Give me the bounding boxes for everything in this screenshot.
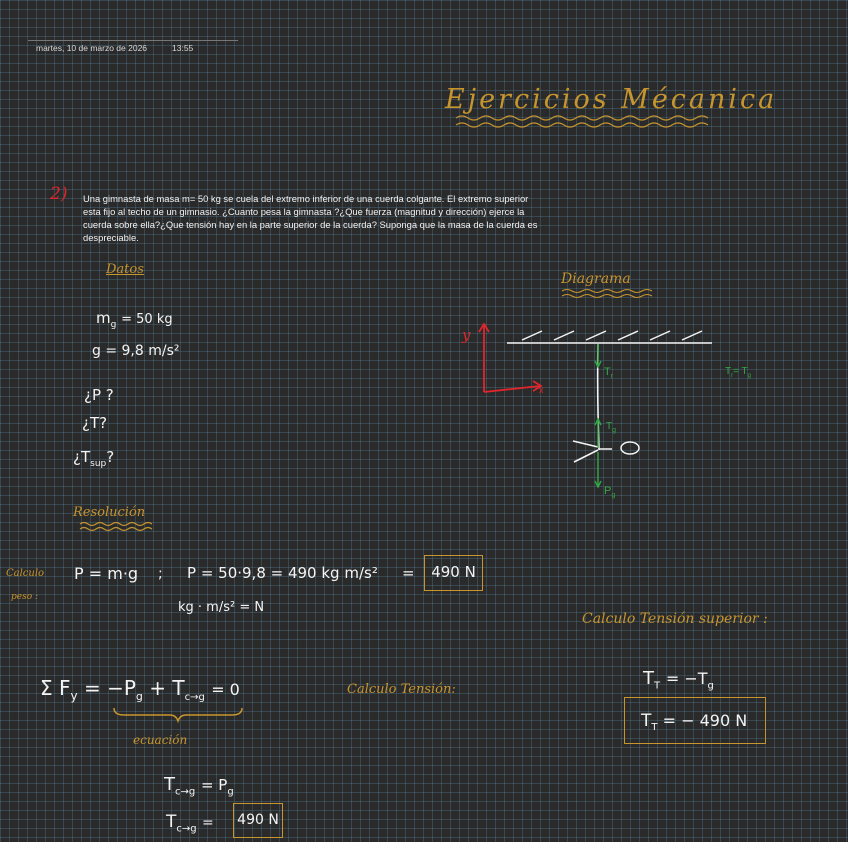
sl1-rhs: = −T xyxy=(665,669,708,688)
tsup-sub: sup xyxy=(90,459,107,469)
relation-t: T xyxy=(725,366,732,377)
axis-y-label: y xyxy=(462,326,471,344)
sl2-t: T xyxy=(641,711,652,731)
sum-rhs: = −P xyxy=(83,676,136,700)
mass-value: = 50 kg xyxy=(121,312,173,327)
p-g-symbol: P xyxy=(604,485,612,497)
sum-t-sub: c→g xyxy=(184,692,205,703)
tension-heading: Calculo Tensión: xyxy=(347,682,456,697)
tension-line1 xyxy=(164,774,234,798)
superior-heading: Calculo Tensión superior : xyxy=(582,611,768,627)
datos-question-p: ¿P ? xyxy=(84,386,114,404)
t-r-sub: r xyxy=(610,373,614,381)
tl1-t: T xyxy=(164,774,175,795)
mass-sub: g xyxy=(110,320,117,330)
sum-p-sub: g xyxy=(135,690,143,703)
relation-sub1: r xyxy=(731,373,734,379)
t-g-sub: g xyxy=(612,427,617,434)
datos-gravity: g = 9,8 m/s² xyxy=(92,343,180,359)
sl2-sub: T xyxy=(651,722,658,734)
superior-result-box xyxy=(624,697,766,744)
weight-equals: = xyxy=(402,564,415,582)
sum-sub: y xyxy=(70,689,78,703)
side-label-peso: peso : xyxy=(11,592,39,602)
datos-question-t: ¿T? xyxy=(82,414,108,432)
sum-plus: + T xyxy=(149,676,185,700)
problem-number: 2) xyxy=(50,184,68,204)
superior-line1 xyxy=(643,668,714,692)
problem-statement: Una gimnasta de masa m= 50 kg se cuela del extremo inferior de una cuerda colgante. El extremo superior esta fijo al techo de un gimnasio. ¿Cuanto pesa la gimnasta ?¿Que fuerza (magnitud y dirección) ejerce la cuerda sobre ella?¿Que tensión hay en la parte superior de la cuerda? Suponga que la masa de la cuerda es despreciable. xyxy=(83,193,538,243)
sum-symbol: Σ F xyxy=(40,676,71,700)
tension-result-box: 490 N xyxy=(233,803,283,838)
units-line: kg · m/s² = N xyxy=(178,600,265,615)
datos-heading: Datos xyxy=(106,262,144,277)
tl2-eq: = xyxy=(202,815,214,831)
sum-zero: = 0 xyxy=(211,680,240,699)
sl2-rhs: = − 490 N xyxy=(662,711,748,730)
tl1-sub: c→g xyxy=(175,786,196,798)
tsup-symbol: ¿T xyxy=(73,448,91,466)
weight-result-box: 490 N xyxy=(424,555,483,591)
tl2-t: T xyxy=(166,812,177,832)
note-time: 13:55 xyxy=(172,43,194,53)
weight-formula: P = m·g xyxy=(74,564,139,583)
axis-x-label: x xyxy=(539,385,544,395)
page-title: Ejercicios Mécanica xyxy=(445,84,778,115)
sl1-t: T xyxy=(643,668,654,689)
brace-label: ecuación xyxy=(133,733,188,747)
tl1-rhs: = P xyxy=(200,776,228,794)
note-date: martes, 10 de marzo de 2026 xyxy=(36,43,148,53)
resolucion-heading: Resolución xyxy=(73,505,146,520)
mass-symbol: m xyxy=(96,309,111,327)
tl1-rhs-sub: g xyxy=(227,786,234,798)
p-g-sub: g xyxy=(611,492,616,500)
side-label-calculo: Calculo xyxy=(6,568,45,579)
sl1-sub: T xyxy=(654,680,661,692)
sl1-rhs-sub: g xyxy=(707,680,714,692)
t-r-symbol: T xyxy=(604,366,611,378)
formula-separator: ; xyxy=(158,566,163,582)
tl2-sub: c→g xyxy=(176,823,197,835)
relation-sub2: g xyxy=(747,373,751,379)
weight-computation: P = 50·9,8 = 490 kg m/s² xyxy=(187,564,378,582)
diagrama-heading: Diagrama xyxy=(561,271,631,287)
relation-eq: = T xyxy=(733,366,748,377)
t-g-symbol: T xyxy=(606,421,613,432)
tsup-end: ? xyxy=(106,448,115,466)
tension-line2 xyxy=(166,812,214,834)
